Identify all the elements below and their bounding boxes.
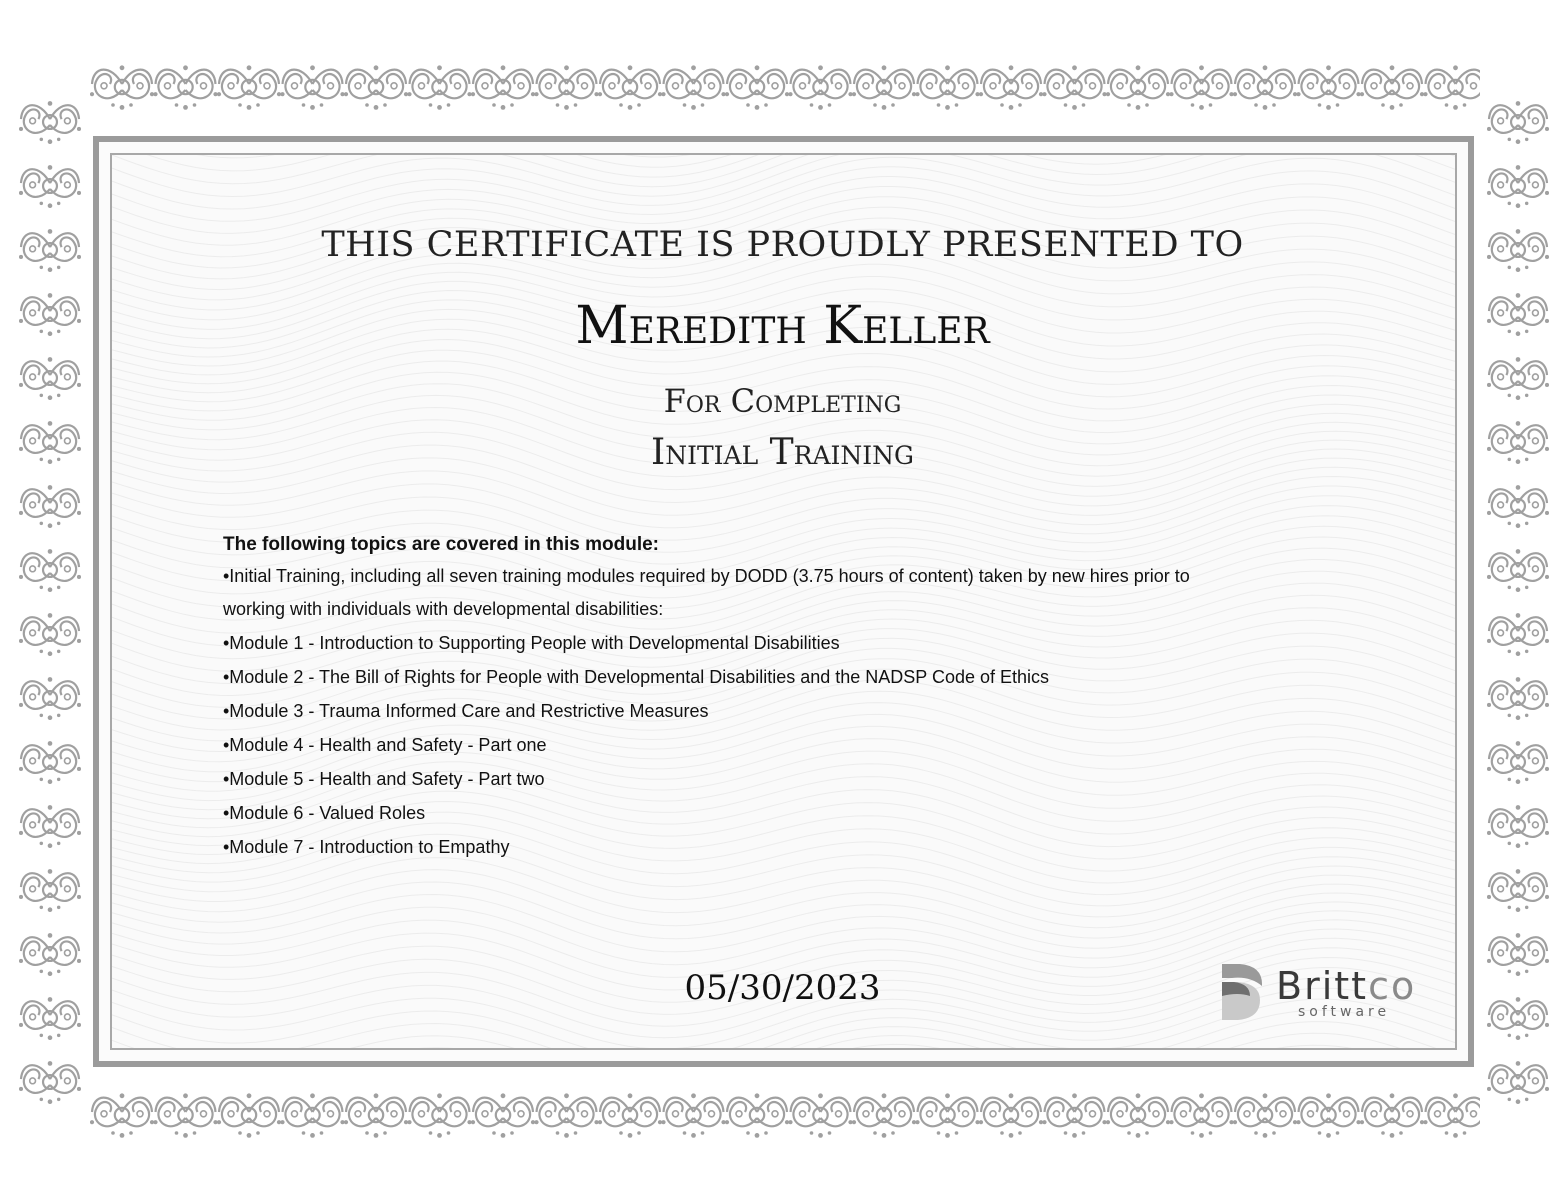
module-item: •Module 3 - Trauma Informed Care and Restrictive Measures (223, 701, 709, 721)
brittco-logo-subtitle: software (1298, 1004, 1391, 1020)
topics-intro-line-1: •Initial Training, including all seven training modules required by DODD (3.75 hours of content) taken by new hires prior to (223, 566, 1190, 586)
ornament-border-bottom (90, 1078, 1480, 1153)
topics-heading: The following topics are covered in this module: (223, 534, 659, 555)
certificate-heading: THIS CERTIFICATE IS PROUDLY PRESENTED TO (321, 225, 1244, 265)
module-item: •Module 4 - Health and Safety - Part one (223, 735, 547, 755)
topics-section (223, 532, 1343, 864)
recipient-name: Meredith Keller (575, 296, 990, 356)
brittco-logo-wordmark: Brittco (1276, 964, 1417, 1008)
topics-intro-line-2: working with individuals with developmental disabilities: (223, 599, 664, 619)
module-item: •Module 2 - The Bill of Rights for People with Developmental Disabilities and the NADSP Code of Ethics (223, 667, 1050, 687)
certificate-date: 05/30/2023 (684, 968, 881, 1008)
module-item: •Module 1 - Introduction to Supporting People with Developmental Disabilities (223, 633, 840, 653)
for-completing-label: For Completing (663, 382, 902, 420)
brittco-logo (1220, 962, 1430, 1022)
module-item: •Module 7 - Introduction to Empathy (223, 837, 510, 857)
course-name: Initial Training (651, 432, 914, 473)
module-item: •Module 6 - Valued Roles (223, 803, 426, 823)
ornament-border-top (90, 50, 1480, 125)
brittco-logo-mark-icon (1220, 962, 1264, 1022)
module-item: •Module 5 - Health and Safety - Part two (223, 769, 545, 789)
